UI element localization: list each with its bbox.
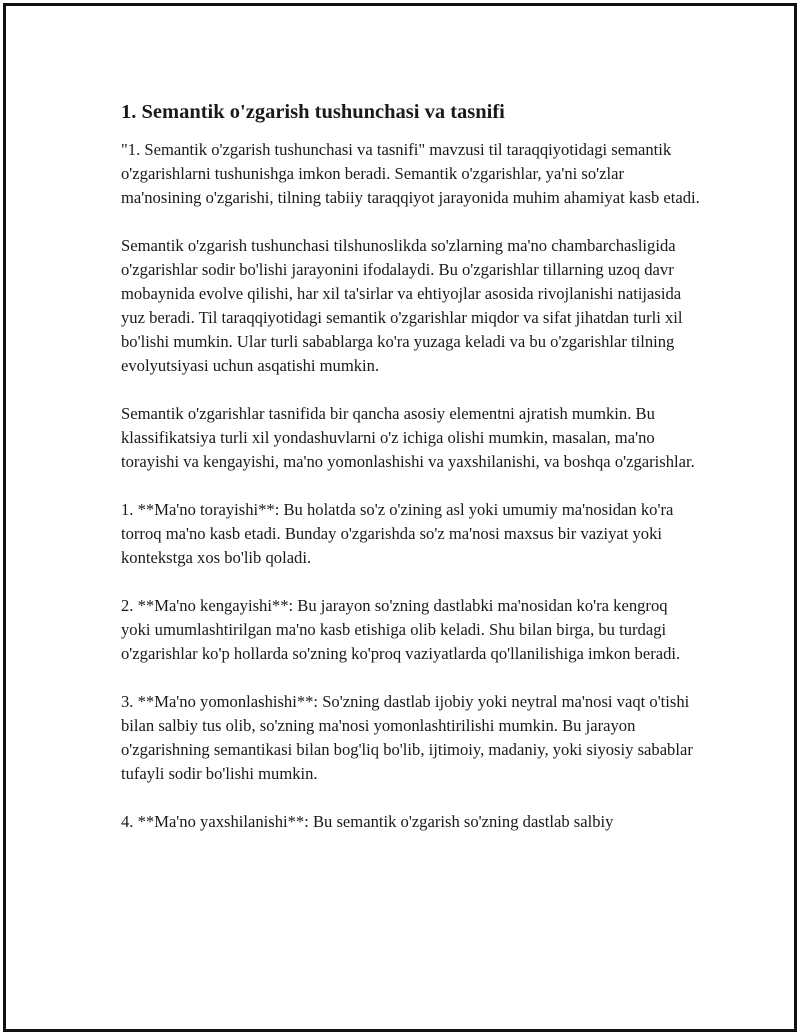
document-body — [121, 98, 701, 858]
list-item-broadening: 2. **Ma'no kengayishi**: Bu jarayon so'zning dastlabki ma'nosidan ko'ra kengroq yoki umumlashtirilgan ma'no kasb etishiga olib keladi. Shu bilan birga, bu turdagi o'zgarishlar ko'p hollarda so'zning ko'proq vaziyatlarda qo'llanilishiga imkon beradi. — [121, 596, 681, 663]
classification-paragraph: Semantik o'zgarishlar tasnifida bir qancha asosiy elementni ajratish mumkin. Bu klassifikatsiya turli xil yondashuvlarni o'z ichiga olishi mumkin, masalan, ma'no torayishi va kengayishi, ma'no yomonlashishi va yaxshilanishi, va boshqa o'zgarishlar. — [121, 404, 695, 471]
list-item-pejoration: 3. **Ma'no yomonlashishi**: So'zning dastlab ijobiy yoki neytral ma'nosi vaqt o'tishi bilan salbiy tus olib, so'zning ma'nosi yomonlashtirilishi mumkin. Bu jarayon o'zgarishning semantikasi bilan bog'liq bo'lib, ijtimoiy, madaniy, yoki siyosiy sabablar tufayli sodir bo'lishi mumkin. — [121, 692, 693, 783]
intro-paragraph: "1. Semantik o'zgarish tushunchasi va tasnifi" mavzusi til taraqqiyotidagi semantik o'zgarishlarni tushunishga imkon beradi. Semantik o'zgarishlar, ya'ni so'zlar ma'nosining o'zgarishi, tilning tabiiy taraqqiyot jarayonida muhim ahamiyat kasb etadi. — [121, 140, 700, 207]
list-item-narrowing: 1. **Ma'no torayishi**: Bu holatda so'z o'zining asl yoki umumiy ma'nosidan ko'ra torroq ma'no kasb etadi. Bunday o'zgarishda so'z ma'nosi maxsus bir vaziyat yoki kontekstga xos bo'lib qoladi. — [121, 500, 674, 567]
document-title: 1. Semantik o'zgarish tushunchasi va tasnifi — [121, 101, 505, 123]
concept-paragraph: Semantik o'zgarish tushunchasi tilshunoslikda so'zlarning ma'no chambarchasligida o'zgarishlar sodir bo'lishi jarayonini ifodalaydi. Bu o'zgarishlar tillarning uzoq davr mobaynida evolve qilishi, har xil ta'sirlar va ehtiyojlar asosida rivojlanishi natijasida yuz beradi. Til taraqqiyotidagi semantik o'zgarishlar miqdor va sifat jihatdan turli xil bo'lishi mumkin. Ular turli sabablarga ko'ra yuzaga keladi va bu o'zgarishlar tilning evolyutsiyasi uchun asqatishi mumkin. — [121, 236, 683, 375]
page-frame — [3, 3, 797, 1032]
list-item-amelioration: 4. **Ma'no yaxshilanishi**: Bu semantik o'zgarish so'zning dastlab salbiy — [121, 812, 614, 831]
